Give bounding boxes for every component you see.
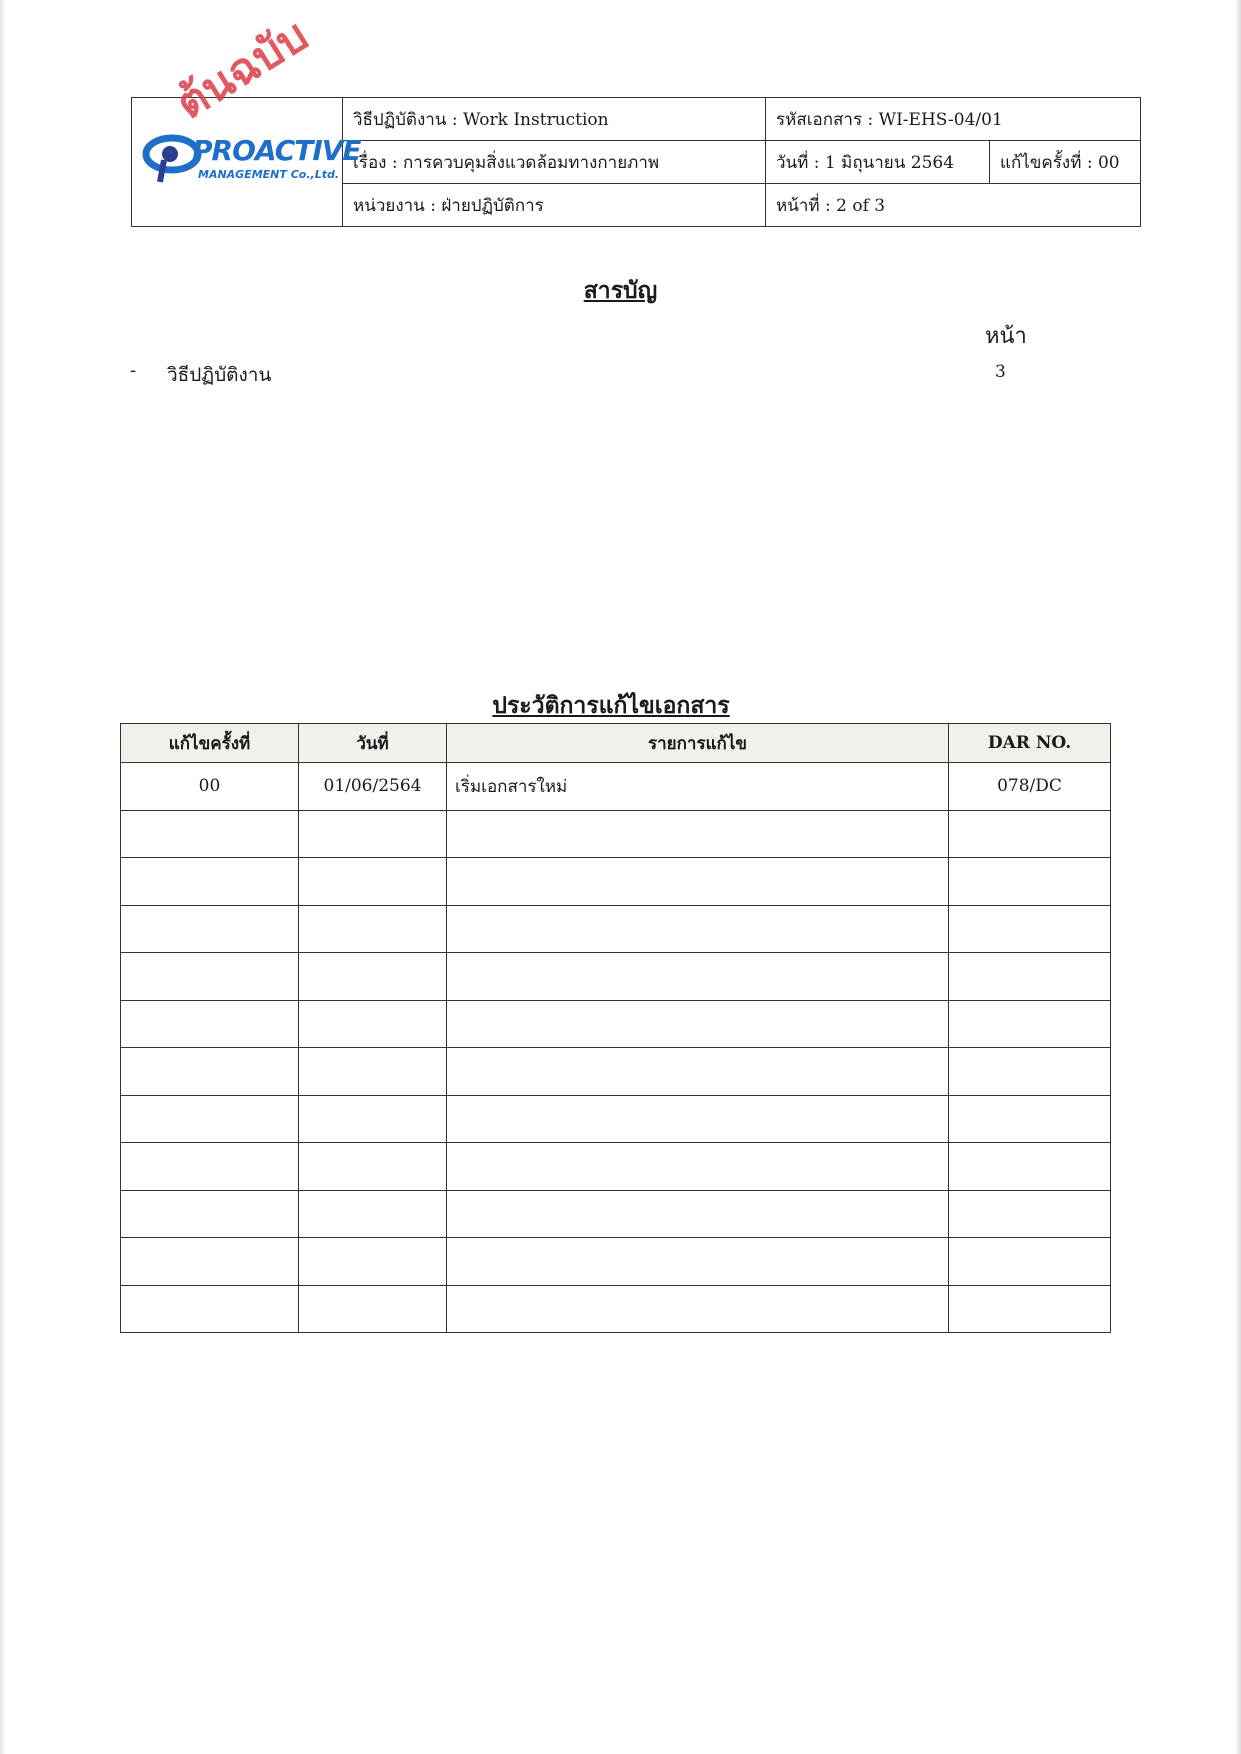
scan-edge-left xyxy=(0,0,6,1754)
revision-cell xyxy=(121,1095,299,1143)
revision-cell xyxy=(121,1000,299,1048)
revision-history-title: ประวัติการแก้ไขเอกสาร xyxy=(492,692,730,719)
revision-cell xyxy=(121,1048,299,1096)
date-cell xyxy=(299,1048,447,1096)
details-cell xyxy=(447,858,949,906)
date-cell xyxy=(299,1095,447,1143)
logo-subtext: MANAGEMENT Co.,Ltd. xyxy=(198,168,340,181)
dar-no-cell xyxy=(949,1000,1111,1048)
doc-code-cell: รหัสเอกสาร : WI-EHS-04/01 xyxy=(766,98,1141,141)
revision-cell: 00 xyxy=(121,763,299,811)
column-header-details: รายการแก้ไข xyxy=(447,724,949,763)
company-logo-cell xyxy=(132,9,361,227)
date-cell xyxy=(299,1238,447,1286)
date-cell: 01/06/2564 xyxy=(299,763,447,811)
dar-no-cell xyxy=(949,1048,1111,1096)
date-cell xyxy=(299,1285,447,1333)
date-cell: วันที่ : 1 มิถุนายน 2564 xyxy=(766,141,990,184)
department-cell: หน่วยงาน : ฝ่ายปฏิบัติการ xyxy=(343,184,766,227)
date-cell xyxy=(299,858,447,906)
table-row xyxy=(121,905,1111,953)
table-row xyxy=(121,810,1111,858)
table-row xyxy=(121,1048,1111,1096)
revision-cell xyxy=(121,953,299,1001)
table-row xyxy=(121,1000,1111,1048)
revision-cell xyxy=(121,810,299,858)
table-row xyxy=(121,1190,1111,1238)
details-cell xyxy=(447,810,949,858)
logo-wordmark: PROACTIVE xyxy=(192,134,361,167)
column-header-date: วันที่ xyxy=(299,724,447,763)
revision-cell xyxy=(121,1238,299,1286)
revision-history-table xyxy=(120,723,1111,1333)
date-cell xyxy=(299,1143,447,1191)
table-row xyxy=(121,953,1111,1001)
table-row xyxy=(121,1285,1111,1333)
toc-item-page: 3 xyxy=(995,362,1006,382)
subject-cell: เรื่อง : การควบคุมสิ่งแวดล้อมทางกายภาพ xyxy=(343,141,766,184)
details-cell xyxy=(447,1285,949,1333)
details-cell xyxy=(447,905,949,953)
company-logo xyxy=(142,126,361,196)
details-cell xyxy=(447,1143,949,1191)
revision-cell xyxy=(121,905,299,953)
dar-no-cell xyxy=(949,953,1111,1001)
table-row xyxy=(121,1095,1111,1143)
date-cell xyxy=(299,905,447,953)
date-cell xyxy=(299,953,447,1001)
dar-no-cell xyxy=(949,1095,1111,1143)
document-header xyxy=(131,9,1141,227)
original-copy-stamp: ต้นฉบับ xyxy=(167,9,317,130)
details-cell xyxy=(447,953,949,1001)
toc-page-column-label: หน้า xyxy=(985,324,1027,349)
toc-item-label: วิธีปฏิบัติงาน xyxy=(167,364,272,386)
date-cell xyxy=(299,1000,447,1048)
table-header-row xyxy=(121,724,1111,763)
details-cell xyxy=(447,1190,949,1238)
page-number-cell: หน้าที่ : 2 of 3 xyxy=(766,184,1141,227)
details-cell xyxy=(447,1000,949,1048)
dar-no-cell xyxy=(949,905,1111,953)
revision-cell xyxy=(121,1285,299,1333)
dar-no-cell xyxy=(949,1190,1111,1238)
revision-cell xyxy=(121,1190,299,1238)
date-cell xyxy=(299,1190,447,1238)
toc-item-bullet: - xyxy=(130,360,137,381)
column-header-revision: แก้ไขครั้งที่ xyxy=(121,724,299,763)
dar-no-cell xyxy=(949,1238,1111,1286)
details-cell xyxy=(447,1238,949,1286)
revision-cell: แก้ไขครั้งที่ : 00 xyxy=(990,141,1141,184)
details-cell: เริ่มเอกสารใหม่ xyxy=(447,763,949,811)
details-cell xyxy=(447,1095,949,1143)
table-row xyxy=(121,763,1111,811)
table-row xyxy=(121,858,1111,906)
dar-no-cell: 078/DC xyxy=(949,763,1111,811)
table-row xyxy=(121,1238,1111,1286)
revision-cell xyxy=(121,858,299,906)
doc-type-cell: วิธีปฏิบัติงาน : Work Instruction xyxy=(343,98,766,141)
scan-edge-right xyxy=(1235,0,1241,1754)
toc-title: สารบัญ xyxy=(583,277,658,304)
revision-cell xyxy=(121,1143,299,1191)
dar-no-cell xyxy=(949,810,1111,858)
dar-no-cell xyxy=(949,1143,1111,1191)
table-row xyxy=(121,1143,1111,1191)
column-header-dar-no: DAR NO. xyxy=(949,724,1111,763)
dar-no-cell xyxy=(949,858,1111,906)
details-cell xyxy=(447,1048,949,1096)
date-cell xyxy=(299,810,447,858)
dar-no-cell xyxy=(949,1285,1111,1333)
